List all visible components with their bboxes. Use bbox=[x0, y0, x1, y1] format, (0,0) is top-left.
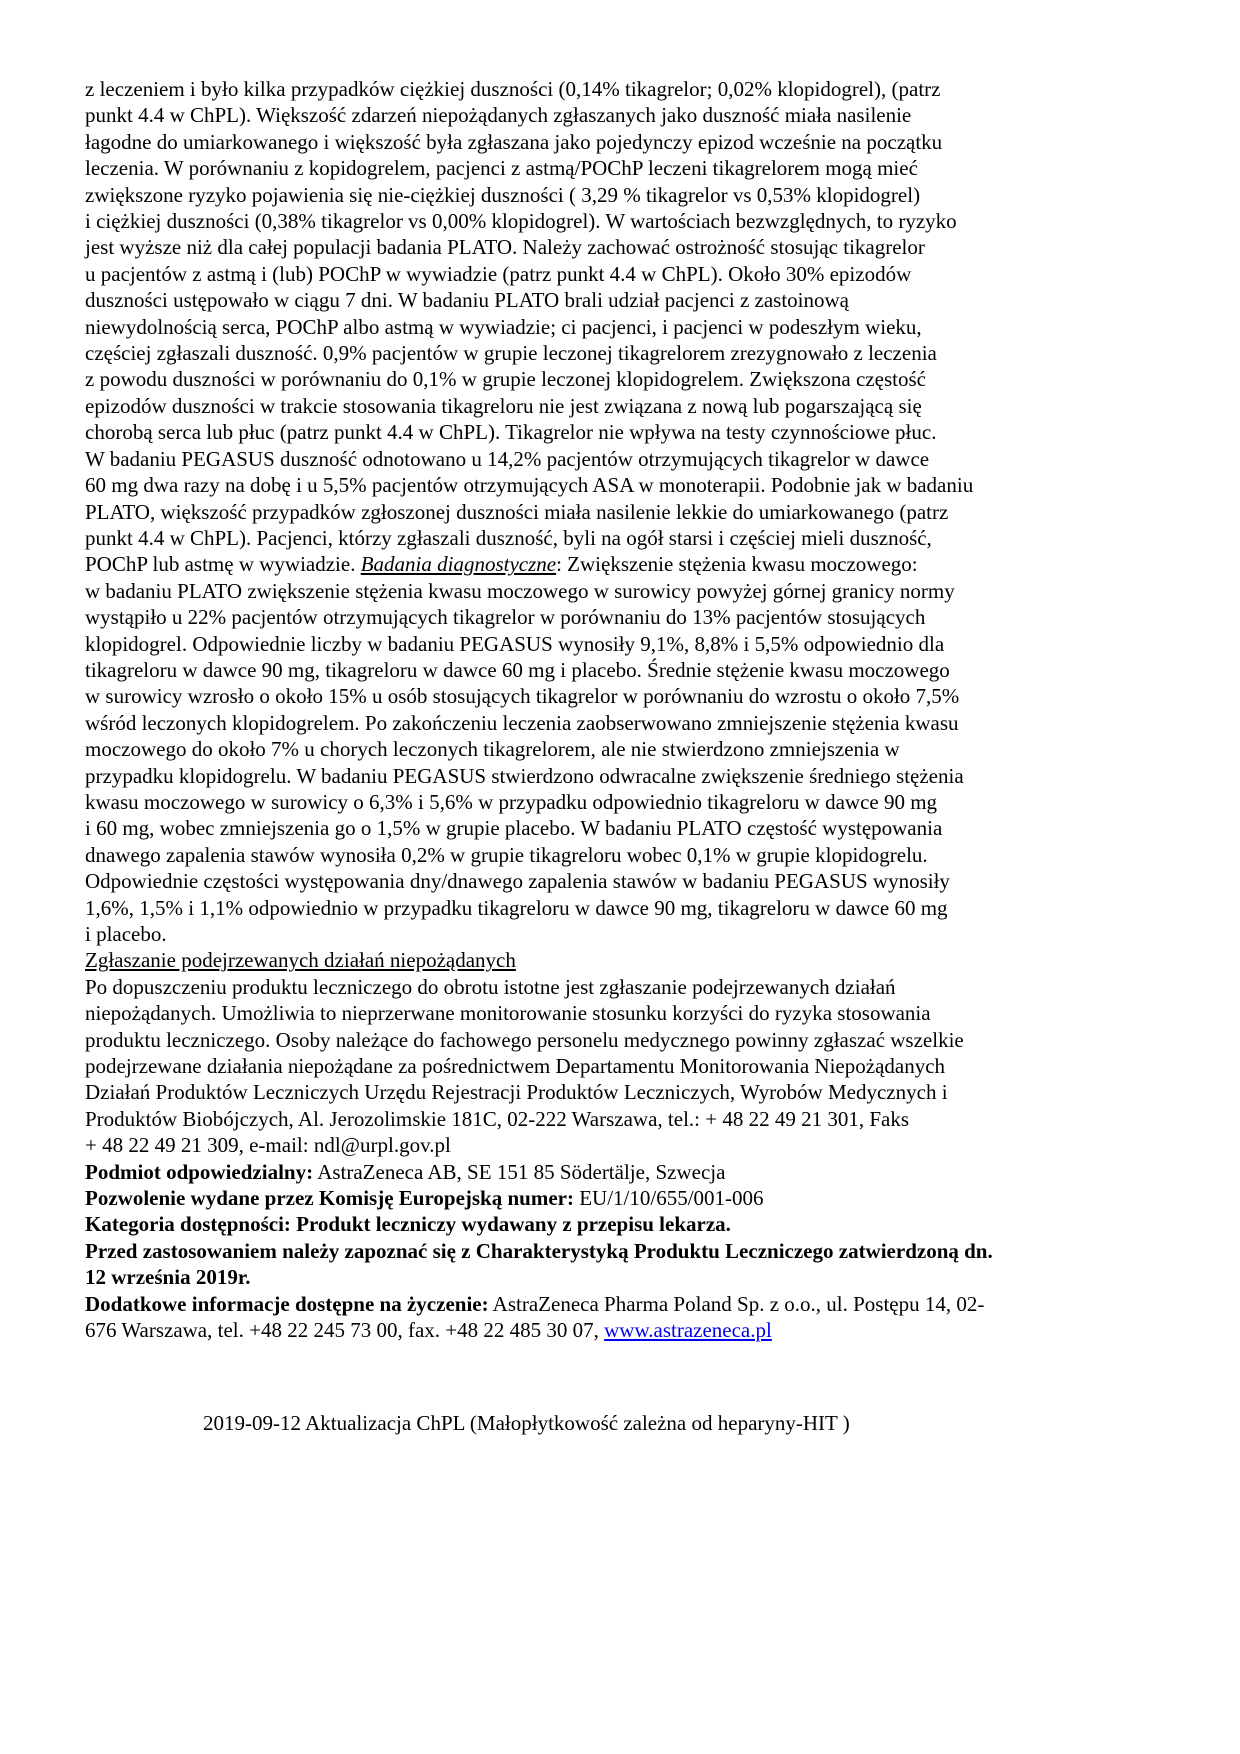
text-segment: Pozwolenie wydane przez Komisję Europejską numer: bbox=[85, 1186, 574, 1211]
text-line bbox=[85, 895, 1160, 921]
text-segment: u pacjentów z astmą i (lub) POChP w wywiadzie (patrz punkt 4.4 w ChPL). Około 30% epizodów bbox=[85, 261, 912, 286]
text-line bbox=[85, 182, 1160, 208]
text-segment: z powodu duszności w porównaniu do 0,1% w grupie leczonej klopidogrelem. Zwiększona częstość bbox=[85, 367, 926, 392]
text-line bbox=[85, 604, 1160, 630]
text-line bbox=[85, 868, 1160, 894]
text-segment: tikagreloru w dawce 90 mg, tikagreloru w dawce 60 mg i placebo. Średnie stężenie kwasu moczowego bbox=[85, 657, 950, 682]
footer-note: 2019-09-12 Aktualizacja ChPL (Małopłytkowość zależna od heparyny-HIT ) bbox=[203, 1410, 850, 1435]
text-line bbox=[85, 1132, 1160, 1158]
body-text bbox=[85, 76, 1160, 1344]
text-segment: moczowego do około 7% u chorych leczonych tikagrelorem, ale nie stwierdzono zmniejszenia w bbox=[85, 737, 900, 762]
text-segment: PLATO, większość przypadków zgłoszonej duszności miała nasilenie lekkie do umiarkowanego (patrz bbox=[85, 499, 949, 524]
text-line bbox=[85, 789, 1160, 815]
text-segment: i placebo. bbox=[85, 922, 167, 946]
text-line bbox=[85, 1238, 1160, 1264]
text-segment: podejrzewane działania niepożądane za pośrednictwem Departamentu Monitorowania Niepożądanych bbox=[85, 1054, 946, 1079]
text-segment: Produktów Biobójczych, Al. Jerozolimskie 181C, 02-222 Warszawa, tel.: + 48 22 49 21 301, Faks bbox=[85, 1106, 910, 1131]
text-line bbox=[85, 947, 1160, 973]
text-segment: 676 Warszawa, tel. +48 22 245 73 00, fax. +48 22 485 30 07, bbox=[85, 1318, 605, 1343]
text-segment: epizodów duszności w trakcie stosowania tikagreloru nie jest związana z nową lub pogarszającą się bbox=[85, 393, 922, 418]
text-segment: wśród leczonych klopidogrelem. Po zakończeniu leczenia zaobserwowano zmniejszenie stężenia kwasu bbox=[85, 710, 959, 735]
text-line bbox=[85, 208, 1160, 234]
text-segment: AstraZeneca Pharma Poland Sp. z o.o., ul. Postępu 14, 02- bbox=[488, 1291, 985, 1316]
text-line bbox=[85, 551, 1160, 577]
text-line bbox=[85, 842, 1160, 868]
text-segment: chorobą serca lub płuc (patrz punkt 4.4 w ChPL). Tikagrelor nie wpływa na testy czynnościowe płuc. bbox=[85, 420, 937, 445]
text-segment: Po dopuszczeniu produktu leczniczego do obrotu istotne jest zgłaszanie podejrzewanych działań bbox=[85, 974, 896, 999]
text-segment: w surowicy wzrosło o około 15% u osób stosujących tikagrelor w porównaniu do wzrostu o około 7,5% bbox=[85, 684, 960, 709]
text-line bbox=[85, 129, 1160, 155]
text-line bbox=[85, 234, 1160, 260]
text-segment: dnawego zapalenia stawów wynosiła 0,2% w grupie tikagreloru wobec 0,1% w grupie klopidogrelu. bbox=[85, 842, 928, 867]
text-segment: EU/1/10/655/001-006 bbox=[573, 1186, 764, 1211]
text-line bbox=[85, 1291, 1160, 1317]
text-segment: jest wyższe niż dla całej populacji badania PLATO. Należy zachować ostrożność stosując tikagrelor bbox=[85, 235, 925, 260]
astrazeneca-link[interactable]: www.astrazeneca.pl bbox=[604, 1318, 772, 1343]
text-line bbox=[85, 366, 1160, 392]
text-segment: wystąpiło u 22% pacjentów otrzymujących tikagrelor w porównaniu do 13% pacjentów stosujących bbox=[85, 605, 926, 630]
text-line bbox=[85, 446, 1160, 472]
text-segment: + 48 22 49 21 309, e-mail: ndl@urpl.gov.pl bbox=[85, 1133, 451, 1158]
text-segment: w badaniu PLATO zwiększenie stężenia kwasu moczowego w surowicy powyżej górnej granicy normy bbox=[85, 578, 955, 603]
text-line bbox=[85, 155, 1160, 181]
text-segment: Badania diagnostyczne bbox=[360, 552, 557, 577]
text-line bbox=[85, 1053, 1160, 1079]
text-segment: zwiększone ryzyko pojawienia się nie-ciężkiej duszności ( 3,29 % tikagrelor vs 0,53% klopidogrel) bbox=[85, 182, 921, 207]
text-line bbox=[85, 525, 1160, 551]
text-line bbox=[85, 314, 1160, 340]
text-segment: i ciężkiej duszności (0,38% tikagrelor vs 0,00% klopidogrel). W wartościach bezwzględnych, to ryzyko bbox=[85, 209, 957, 234]
text-line bbox=[85, 578, 1160, 604]
text-line bbox=[85, 1264, 1160, 1290]
text-line bbox=[85, 631, 1160, 657]
text-line bbox=[85, 340, 1160, 366]
text-segment: POChP lub astmę w wywiadzie. bbox=[85, 552, 361, 577]
text-segment: 1,6%, 1,5% i 1,1% odpowiednio w przypadku tikagreloru w dawce 90 mg, tikagreloru w dawce 60 mg bbox=[85, 895, 948, 920]
text-segment: duszności ustępowało w ciągu 7 dni. W badaniu PLATO brali udział pacjenci z zastoinową bbox=[85, 288, 849, 313]
text-line bbox=[85, 472, 1160, 498]
text-line bbox=[85, 763, 1160, 789]
text-line bbox=[85, 102, 1160, 128]
text-segment: częściej zgłaszali duszność. 0,9% pacjentów w grupie leczonej tikagrelorem zrezygnowało z leczenia bbox=[85, 341, 937, 366]
text-line bbox=[85, 657, 1160, 683]
text-segment: niewydolnością serca, POChP albo astmą w wywiadzie; ci pacjenci, i pacjenci w podeszłym wieku, bbox=[85, 314, 922, 339]
text-segment: 12 września 2019r. bbox=[85, 1265, 251, 1290]
text-line bbox=[85, 287, 1160, 313]
text-segment: 60 mg dwa razy na dobę i u 5,5% pacjentów otrzymujących ASA w monoterapii. Podobnie jak w badaniu bbox=[85, 473, 974, 498]
text-line bbox=[85, 815, 1160, 841]
text-segment: przypadku klopidogrelu. W badaniu PEGASUS stwierdzono odwracalne zwiększenie średniego stężenia bbox=[85, 763, 964, 788]
text-line bbox=[85, 1159, 1160, 1185]
text-segment: Działań Produktów Leczniczych Urzędu Rejestracji Produktów Leczniczych, Wyrobów Medycznych i bbox=[85, 1080, 948, 1105]
text-segment: niepożądanych. Umożliwia to nieprzerwane monitorowanie stosunku korzyści do ryzyka stosowania bbox=[85, 1001, 931, 1026]
text-segment: Dodatkowe informacje dostępne na życzenie: bbox=[85, 1291, 489, 1316]
text-segment: produktu leczniczego. Osoby należące do fachowego personelu medycznego powinny zgłaszać wszelkie bbox=[85, 1027, 964, 1052]
text-segment: i 60 mg, wobec zmniejszenia go o 1,5% w grupie placebo. W badaniu PLATO częstość występowania bbox=[85, 816, 943, 841]
text-segment: Zgłaszanie podejrzewanych działań niepożądanych bbox=[85, 948, 516, 973]
text-segment: punkt 4.4 w ChPL). Większość zdarzeń niepożądanych zgłaszanych jako duszność miała nasilenie bbox=[85, 103, 912, 128]
text-line bbox=[85, 76, 1160, 102]
text-segment: Kategoria dostępności: Produkt leczniczy wydawany z przepisu lekarza. bbox=[85, 1212, 731, 1237]
text-segment: : Zwiększenie stężenia kwasu moczowego: bbox=[556, 552, 918, 577]
text-segment: kwasu moczowego w surowicy o 6,3% i 5,6% w przypadku odpowiednio tikagreloru w dawce 90 mg bbox=[85, 789, 938, 814]
text-segment: Przed zastosowaniem należy zapoznać się z Charakterystyką Produktu Leczniczego zatwierdzoną dn. bbox=[85, 1238, 993, 1263]
text-line bbox=[85, 499, 1160, 525]
text-line bbox=[85, 1211, 1160, 1237]
text-line bbox=[85, 261, 1160, 287]
text-line bbox=[85, 974, 1160, 1000]
text-segment: łagodne do umiarkowanego i większość była zgłaszana jako pojedynczy epizod wcześnie na początku bbox=[85, 129, 943, 154]
text-line bbox=[85, 921, 1160, 947]
text-segment: W badaniu PEGASUS duszność odnotowano u 14,2% pacjentów otrzymujących tikagrelor w dawce bbox=[85, 446, 930, 471]
text-segment: klopidogrel. Odpowiednie liczby w badaniu PEGASUS wynosiły 9,1%, 8,8% i 5,5% odpowiednio dla bbox=[85, 631, 945, 656]
text-line bbox=[85, 1027, 1160, 1053]
text-segment: punkt 4.4 w ChPL). Pacjenci, którzy zgłaszali duszność, byli na ogół starsi i częściej mieli duszność, bbox=[85, 525, 932, 550]
text-segment: z leczeniem i było kilka przypadków ciężkiej duszności (0,14% tikagrelor; 0,02% klopidogrel), (patrz bbox=[85, 77, 941, 101]
text-segment: Podmiot odpowiedzialny: bbox=[85, 1159, 314, 1184]
text-line bbox=[85, 1317, 1160, 1343]
text-segment: Odpowiednie częstości występowania dny/dnawego zapalenia stawów w badaniu PEGASUS wynosiły bbox=[85, 869, 950, 894]
text-line bbox=[85, 419, 1160, 445]
text-line bbox=[85, 736, 1160, 762]
text-line bbox=[85, 683, 1160, 709]
text-segment: leczenia. W porównaniu z kopidogrelem, pacjenci z astmą/POChP leczeni tikagrelorem mogą mieć bbox=[85, 156, 918, 181]
text-line bbox=[85, 1079, 1160, 1105]
text-line bbox=[85, 1185, 1160, 1211]
text-line bbox=[85, 393, 1160, 419]
text-line bbox=[85, 710, 1160, 736]
text-line bbox=[85, 1106, 1160, 1132]
text-line bbox=[85, 1000, 1160, 1026]
text-segment: AstraZeneca AB, SE 151 85 Södertälje, Szwecja bbox=[313, 1159, 726, 1184]
